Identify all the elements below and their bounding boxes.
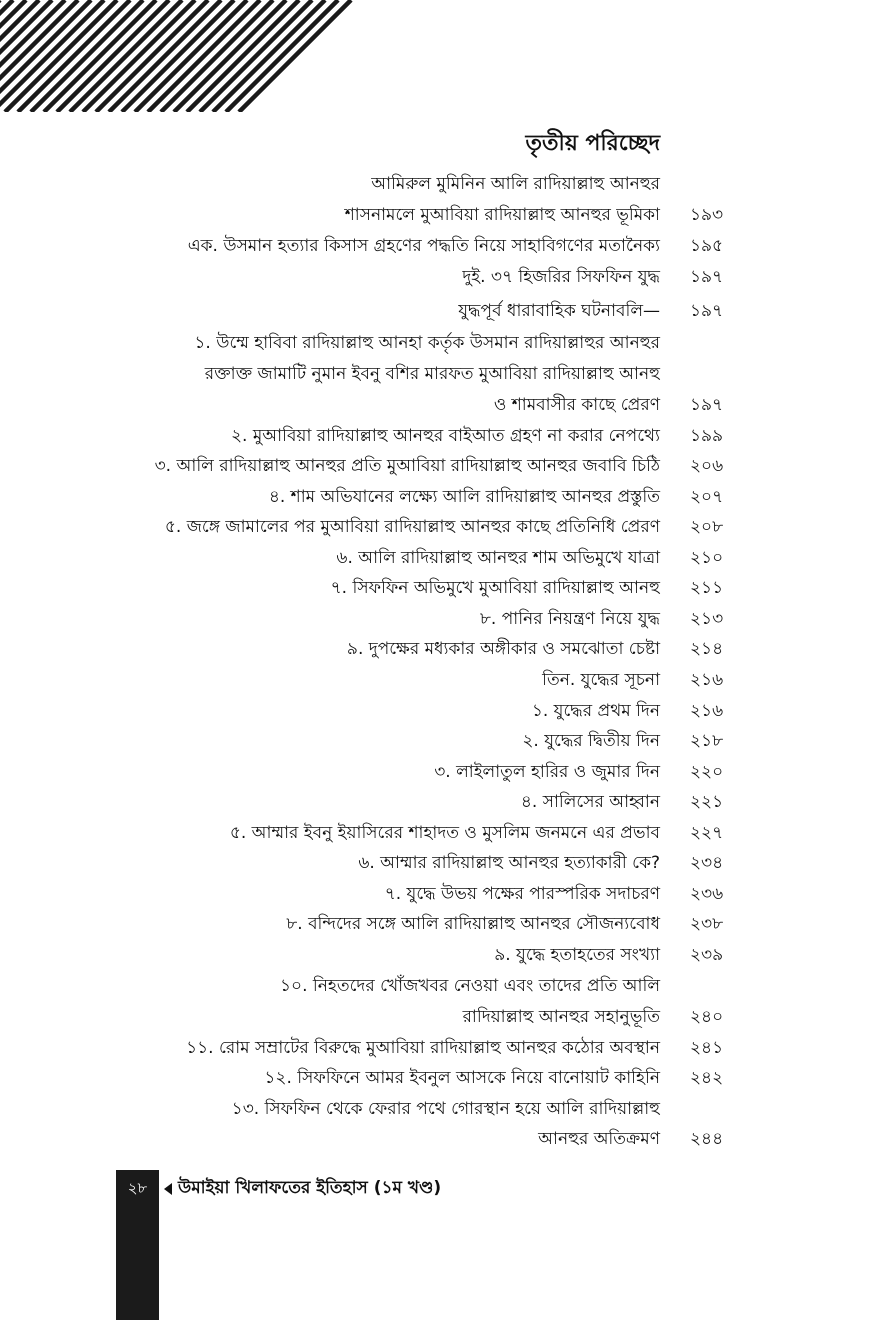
toc-entry — [0, 512, 870, 542]
toc-entry — [0, 665, 870, 695]
toc-entry — [0, 757, 870, 787]
toc-entry — [0, 296, 870, 326]
toc-entry-page: ২১৪ — [690, 639, 724, 659]
toc-entry-title: ৫. জঙ্গে জামালের পর মুআবিয়া রাদিয়াল্লাহু আনহুর কাছে প্রতিনিধি প্রেরণ — [164, 517, 660, 537]
toc-entry-title: তিন. যুদ্ধের সূচনা — [542, 670, 660, 690]
toc-entry-page: ২৩৮ — [690, 914, 724, 934]
toc-entry — [0, 390, 870, 420]
toc-entry — [0, 262, 870, 292]
toc-entry — [0, 848, 870, 878]
toc-entry — [0, 879, 870, 909]
toc-entry-title: ৮. পানির নিয়ন্ত্রণ নিয়ে যুদ্ধ — [479, 609, 660, 629]
toc-entry — [0, 1094, 870, 1124]
toc-entry — [0, 1124, 870, 1154]
toc-entry-page: ১৯৭ — [690, 301, 724, 321]
toc-entry-page: ২০৭ — [690, 487, 724, 507]
toc-entry-title: ৮. বন্দিদের সঙ্গে আলি রাদিয়াল্লাহু আনহুর সৌজন্যবোধ — [286, 914, 660, 934]
toc-entry — [0, 573, 870, 603]
toc-entry-page: ১৯৩ — [690, 205, 724, 225]
toc-entry-title: ১১. রোম সম্রাটের বিরুদ্ধে মুআবিয়া রাদিয়াল্লাহু আনহুর কঠোর অবস্থান — [186, 1038, 660, 1058]
toc-entry-page: ২৩৯ — [690, 945, 724, 965]
toc-entry — [0, 604, 870, 634]
toc-entry — [0, 359, 870, 389]
toc-entry-page: ২১৮ — [690, 731, 724, 751]
toc-entry-title: ৩. আলি রাদিয়াল্লাহু আনহুর প্রতি মুআবিয়া রাদিয়াল্লাহু আনহুর জবাবি চিঠি — [154, 456, 660, 476]
toc-entry-page: ২২০ — [690, 762, 724, 782]
toc-entry-page: ১৯৭ — [690, 395, 724, 415]
toc-entry-title: ৩. লাইলাতুল হারির ও জুমার দিন — [434, 762, 660, 782]
toc-entry-title: ৬. আম্মার রাদিয়াল্লাহু আনহুর হত্যাকারী কে? — [358, 853, 660, 873]
toc-entry-page: ২৪০ — [690, 1007, 724, 1027]
toc-entry — [0, 543, 870, 573]
toc-entry — [0, 726, 870, 756]
toc-entry-page: ২১০ — [690, 548, 724, 568]
toc-entry-page: ১৯৫ — [690, 236, 724, 256]
toc-entry-page: ১৯৯ — [690, 426, 724, 446]
toc-entry — [0, 451, 870, 481]
toc-entry-page: ২৪১ — [690, 1038, 724, 1058]
toc-entry — [0, 818, 870, 848]
toc-entry-title: এক. উসমান হত্যার কিসাস গ্রহণের পদ্ধতি নিয়ে সাহাবিগণের মতানৈক্য — [187, 236, 660, 256]
toc-entry — [0, 1063, 870, 1093]
toc-entry-title: ১০. নিহতদের খোঁজখবর নেওয়া এবং তাদের প্রতি আলি — [280, 976, 660, 996]
toc-entry-title: ১. যুদ্ধের প্রথম দিন — [531, 701, 660, 721]
toc-entry-page: ২০৬ — [690, 456, 724, 476]
toc-entry-title: ৬. আলি রাদিয়াল্লাহু আনহুর শাম অভিমুখে যাত্রা — [336, 548, 660, 568]
toc-entry — [0, 328, 870, 358]
toc-entry — [0, 909, 870, 939]
toc-entry-title: রাদিয়াল্লাহু আনহুর সহানুভূতি — [462, 1007, 660, 1027]
toc-entry — [0, 634, 870, 664]
toc-entry-page: ১৯৭ — [690, 267, 724, 287]
toc-entry-page: ২১৩ — [690, 609, 724, 629]
toc-entry-title: ও শামবাসীর কাছে প্রেরণ — [493, 395, 660, 415]
toc-entry-title: যুদ্ধপূর্ব ধারাবাহিক ঘটনাবলি— — [458, 301, 660, 321]
toc-entry-page: ২০৮ — [690, 517, 724, 537]
toc-entry-title: ৯. যুদ্ধে হতাহতের সংখ্যা — [494, 945, 660, 965]
toc-entry-page: ২২১ — [690, 792, 724, 812]
toc-entry-page: ২১১ — [690, 578, 724, 598]
toc-entry-title: দুই. ৩৭ হিজরির সিফফিন যুদ্ধ — [462, 267, 660, 287]
chapter-heading: তৃতীয় পরিচ্ছেদ — [525, 131, 660, 156]
toc-entry — [0, 940, 870, 970]
toc-entry-page: ২৩৬ — [690, 884, 724, 904]
triangle-left-icon — [164, 1183, 172, 1195]
toc-entry-page: ২৪২ — [690, 1068, 724, 1088]
toc-entry-page: ২১৬ — [690, 701, 724, 721]
toc-entry-title: ৫. আম্মার ইবনু ইয়াসিরের শাহাদত ও মুসলিম জনমনে এর প্রভাব — [229, 823, 660, 843]
toc-entry-title: ২. যুদ্ধের দ্বিতীয় দিন — [522, 731, 660, 751]
toc-entry-title: রক্তাক্ত জামাটি নুমান ইবনু বশির মারফত মুআবিয়া রাদিয়াল্লাহু আনহু — [204, 364, 660, 384]
toc-entry — [0, 1033, 870, 1063]
toc-entry-title: ৪. শাম অভিযানের লক্ষ্যে আলি রাদিয়াল্লাহু আনহুর প্রস্তুতি — [268, 487, 660, 507]
toc-entry-title: ১৩. সিফফিন থেকে ফেরার পথে গোরস্থান হয়ে আলি রাদিয়াল্লাহু — [231, 1099, 660, 1119]
toc-entry-page: ২৪৪ — [690, 1129, 724, 1149]
toc-entry-page: ২৩৪ — [690, 853, 724, 873]
toc-entry-title: ২. মুআবিয়া রাদিয়াল্লাহু আনহুর বাইআত গ্রহণ না করার নেপথ্যে — [230, 426, 660, 446]
toc-entry — [0, 971, 870, 1001]
toc-entry-title: শাসনামলে মুআবিয়া রাদিয়াল্লাহু আনহুর ভূমিকা — [344, 205, 660, 225]
toc-entry — [0, 482, 870, 512]
toc-entry — [0, 1002, 870, 1032]
toc-entry-title: ১২. সিফফিনে আমর ইবনুল আসকে নিয়ে বানোয়াট কাহিনি — [264, 1068, 660, 1088]
toc-entry — [0, 200, 870, 230]
toc-entry — [0, 696, 870, 726]
toc-entry-title: আনহুর অতিক্রমণ — [538, 1129, 660, 1149]
toc-entry-title: ৭. সিফফিন অভিমুখে মুআবিয়া রাদিয়াল্লাহু আনহু — [330, 578, 660, 598]
toc-entry-page: ২২৭ — [690, 823, 724, 843]
toc-entry — [0, 169, 870, 199]
toc-entry — [0, 787, 870, 817]
toc-entry-page: ২১৬ — [690, 670, 724, 690]
toc-entry-title: ৪. সালিসের আহ্বান — [520, 792, 660, 812]
toc-entry — [0, 231, 870, 261]
toc-entry-title: ৯. দুপক্ষের মধ্যকার অঙ্গীকার ও সমঝোতা চেষ্টা — [346, 639, 660, 659]
toc-entry — [0, 421, 870, 451]
footer-page-number: ২৮ — [127, 1179, 148, 1197]
toc-entry-title: আমিরুল মুমিনিন আলি রাদিয়াল্লাহু আনহুর — [371, 174, 660, 194]
toc-entry-title: ৭. যুদ্ধে উভয় পক্ষের পারস্পরিক সদাচরণ — [384, 884, 660, 904]
footer-book-title: উমাইয়া খিলাফতের ইতিহাস (১ম খণ্ড) — [178, 1178, 442, 1198]
toc-entry-title: ১. উম্মে হাবিবা রাদিয়াল্লাহু আনহা কর্তৃক উসমান রাদিয়াল্লাহুর আনহুর — [194, 333, 660, 353]
